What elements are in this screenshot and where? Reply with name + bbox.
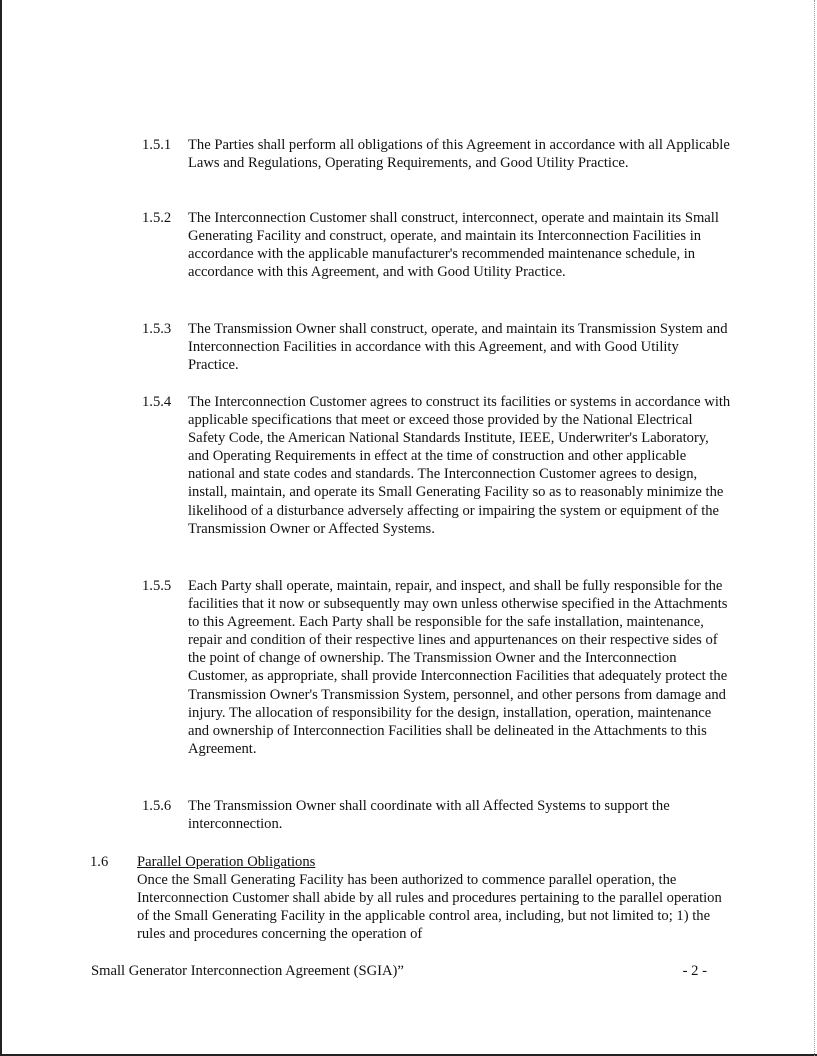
clause-number: 1.5.5 bbox=[142, 578, 172, 594]
page-number: - 2 - bbox=[682, 963, 707, 979]
section-1-6 bbox=[90, 853, 730, 943]
clause-text: The Transmission Owner shall coordinate with all Affected Systems to support the interconnection. bbox=[188, 798, 670, 833]
section-number: 1.6 bbox=[90, 854, 109, 870]
clause-text: The Parties shall perform all obligations of this Agreement in accordance with all Applicable Laws and Regulations, Operating Requirements, and Good Utility Practice. bbox=[188, 137, 730, 172]
clause-text: The Transmission Owner shall construct, operate, and maintain its Transmission System and Interconnection Facilities in accordance with this Agreement, and with Good Utility Practice. bbox=[188, 321, 728, 374]
clause-text: Each Party shall operate, maintain, repair, and inspect, and shall be fully responsible for the facilities that it now or subsequently may own unless otherwise specified in the Attachments to this Agreement. Each Party shall be responsible for the safe installation, maintenance, repair and condition of their respective lines and appurtenances on their respective sides of the point of change of ownership. The Transmission Owner and the Interconnection Customer, as appropriate, shall provide Interconnection Facilities that adequately protect the Transmission Owner's Transmission System, personnel, and other persons from damage and injury. The allocation of responsibility for the design, installation, operation, maintenance and ownership of Interconnection Facilities shall be delineated in the Attachments to this Agreement. bbox=[188, 578, 728, 757]
clause-1-5-2 bbox=[142, 209, 732, 281]
clause-text: The Interconnection Customer agrees to construct its facilities or systems in accordance with applicable specifications that meet or exceed those provided by the National Electrical Safety Code, the American National Standards Institute, IEEE, Underwriter's Laboratory, and Operating Requirements in effect at the time of construction and other applicable national and state codes and standards. The Interconnection Customer agrees to design, install, maintain, and operate its Small Generating Facility so as to reasonably minimize the likelihood of a disturbance adversely affecting or impairing the system or equipment of the Transmission Owner or Affected Systems. bbox=[188, 394, 731, 537]
clause-text: The Interconnection Customer shall construct, interconnect, operate and maintain its Small Generating Facility and construct, operate, and maintain its Interconnection Facilities in accordance with the applicable manufacturer's recommended maintenance schedule, in accordance with this Agreement, and with Good Utility Practice. bbox=[188, 210, 719, 281]
clause-1-5-4 bbox=[142, 393, 732, 538]
clause-number: 1.5.3 bbox=[142, 321, 172, 337]
section-heading: Parallel Operation Obligations bbox=[137, 854, 316, 870]
page-footer bbox=[91, 962, 711, 980]
section-text: Once the Small Generating Facility has been authorized to commence parallel operation, the Interconnection Customer shall abide by all rules and procedures pertaining to the parallel operation of the Small Generating Facility in the applicable control area, including, but not limited to; 1) the rules and procedures concerning the operation of bbox=[137, 872, 722, 943]
clause-1-5-5 bbox=[142, 577, 732, 758]
footer-title: Small Generator Interconnection Agreement (SGIA)” bbox=[91, 963, 404, 979]
clause-1-5-6 bbox=[142, 797, 732, 833]
clause-number: 1.5.6 bbox=[142, 798, 172, 814]
clause-1-5-3 bbox=[142, 320, 732, 374]
clause-1-5-1 bbox=[142, 136, 732, 172]
clause-number: 1.5.2 bbox=[142, 210, 172, 226]
clause-number: 1.5.4 bbox=[142, 394, 172, 410]
clause-number: 1.5.1 bbox=[142, 137, 172, 153]
